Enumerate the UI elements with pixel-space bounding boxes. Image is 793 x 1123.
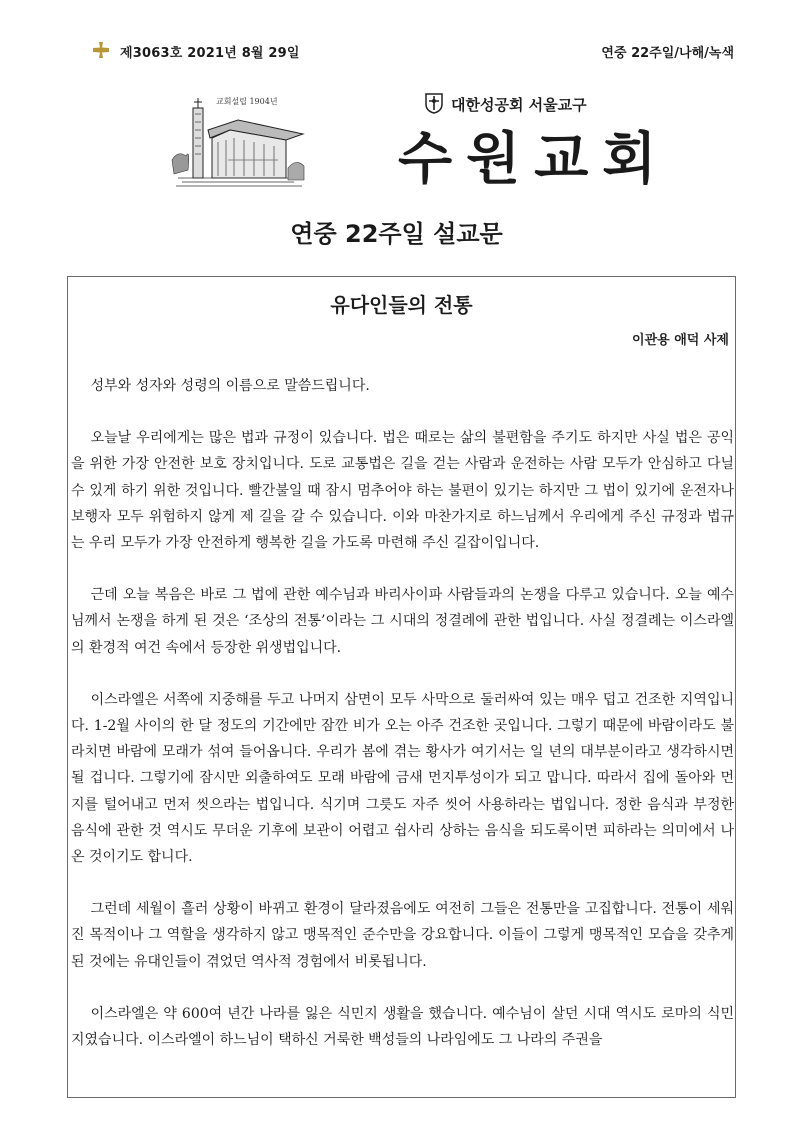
paragraph: 성부와 성자와 성령의 이름으로 말씀드립니다.: [90, 378, 370, 394]
paragraph: 그런데 세월이 흘러 상황이 바뀌고 환경이 달라졌음에도 여전히 그들은 전통만을 고집합니다. 전통이 세워진 목적이나 그 역할을 생각하지 않고 맹목적인 준수만을 강요합니다. 이들이 그렇게 맹목적인 모습을 갖추게 된 것에는 유대인들이 겪었던 역사적 경험에서 비롯됩니다.: [71, 901, 734, 970]
sermon-title: 유다인들의 전통: [330, 293, 473, 317]
diocese-seal-icon: [424, 92, 444, 114]
paragraph: 오늘날 우리에게는 많은 법과 규정이 있습니다. 법은 때로는 삶의 불편함을 주기도 하지만 사실 법은 공익을 위한 가장 안전한 보호 장치입니다. 도로 교통법은 길을 걷는 사람과 운전하는 사람 모두가 안심하고 다닐 수 있게 하기 위한 것입니다. 빨간불일 때 잠시 멈추어야 하는 불편이 있기는 하지만 그 법이 있기에 운전자나 보행자 모두 위험하지 않게 제 길을 갈 수 있습니다. 이와 마찬가지로 하느님께서 우리에게 주신 규정과 법규는 우리 모두가 가장 안전하게 행복한 길을 가도록 마련해 주신 길잡이입니다.: [71, 430, 734, 552]
paragraph: 이스라엘은 서쪽에 지중해를 두고 나머지 삼면이 모두 사막으로 둘러싸여 있는 매우 덥고 건조한 지역입니다. 1-2월 사이의 한 달 정도의 기간에만 잠깐 비가 오는 아주 건조한 곳입니다. 그렇기 때문에 바람이라도 불라치면 바람에 모래가 섞여 들어옵니다. 우리가 봄에 겪는 황사가 여기서는 일 년의 대부분이라고 생각하시면 될 겁니다. 그렇기에 잠시만 외출하여도 모래 바람에 금새 먼지투성이가 되고 맙니다. 따라서 집에 돌아와 먼지를 털어내고 먼저 씻으라는 법입니다. 식기며 그릇도 자주 씻어 사용하라는 법입니다. 정한 음식과 부정한 음식에 관한 것 역시도 무더운 기후에 보관이 어렵고 쉽사리 상하는 음식을 되도록이면 피하라는 의미에서 나온 것이기도 합니다.: [71, 691, 734, 866]
sermon-heading: 연중 22주일 설교문: [290, 220, 503, 248]
church-photo-caption: 교회설립 1904년: [216, 97, 278, 106]
cross-icon: [92, 41, 110, 59]
issue-bar: [92, 40, 734, 64]
sermon-author: 이관용 애덕 사제: [632, 333, 729, 348]
liturgical-season: 연중 22주일/나해/녹색: [601, 46, 734, 61]
paragraph: 근데 오늘 복음은 바로 그 법에 관한 예수님과 바리사이파 사람들과의 논쟁을 다루고 있습니다. 오늘 예수님께서 논쟁을 하게 된 것은 ‘조상의 전통’이라는 그 시대의 정결례에 관한 법입니다. 사실 정결례는 이스라엘의 환경적 여건 속에서 등장한 위생법입니다.: [71, 587, 734, 656]
church-building-sketch: [168, 90, 308, 190]
church-name: 수원교회: [398, 126, 671, 192]
issue-number-date: 제3063호 2021년 8월 29일: [120, 46, 300, 61]
sermon-box: [67, 276, 736, 1098]
diocese-name: 대한성공회 서울교구: [451, 96, 587, 114]
paragraph: 이스라엘은 약 600여 년간 나라를 잃은 식민지 생활을 했습니다. 예수님이 살던 시대 역시도 로마의 식민지였습니다. 이스라엘이 하느님이 택하신 거룩한 백성들의 나라임에도 그 나라의 주권을: [71, 1005, 734, 1049]
sermon-body: [71, 373, 734, 1079]
